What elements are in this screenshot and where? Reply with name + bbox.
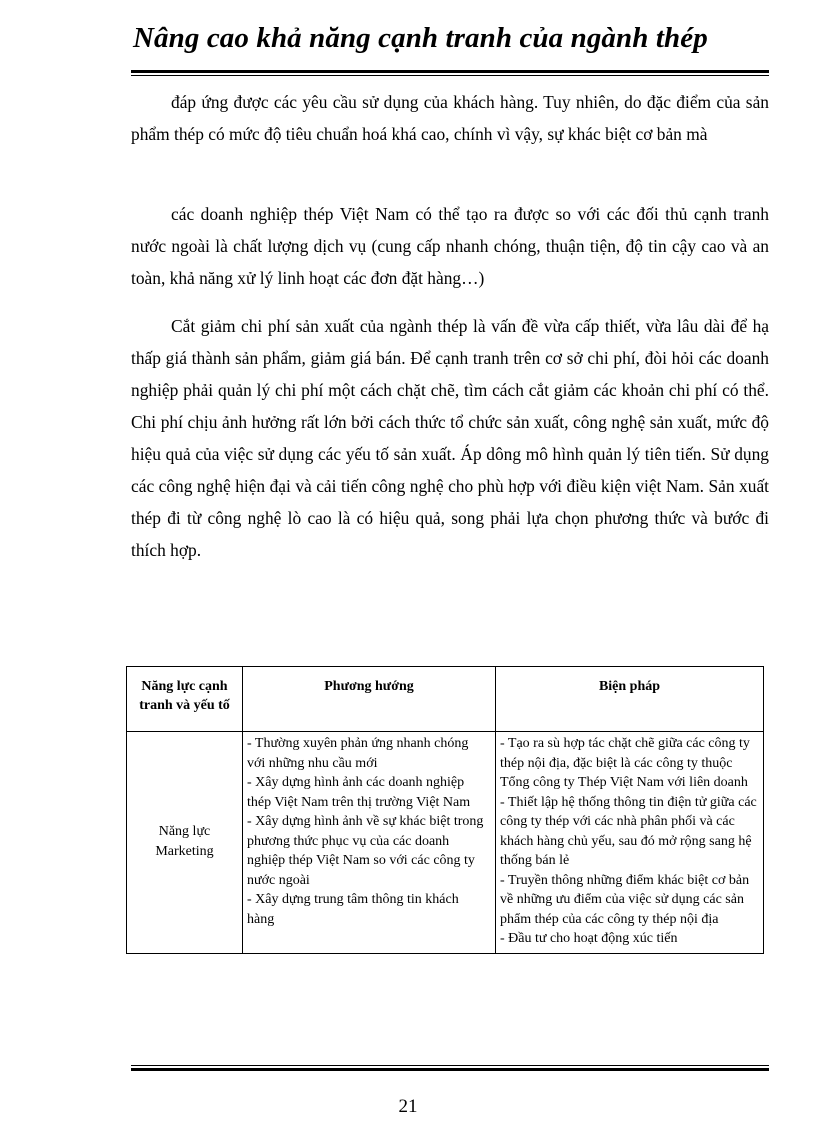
cell-factor: Năng lực Marketing	[127, 732, 243, 954]
footer-rule-thin	[131, 1065, 769, 1066]
header-rule-thin	[131, 75, 769, 76]
page-header-title: Nâng cao khả năng cạnh tranh của ngành thép	[133, 22, 708, 54]
paragraph-3: Cắt giảm chi phí sản xuất của ngành thép là vấn đề vừa cấp thiết, vừa lâu dài để hạ thấp giá thành sản phẩm, giảm giá bán. Để cạnh tranh trên cơ sở chi phí, đòi hỏi các doanh nghiệp phải quản lý chi phí một cách chặt chẽ, tìm cách cắt giảm các khoản chi phí có thể. Chi phí chịu ảnh hưởng rất lớn bởi cách thức tổ chức sản xuất, công nghệ sản xuất, mức độ hiệu quả của việc sử dụng các yếu tố sản xuất. Áp dông mô hình quản lý tiên tiến. Sử dụng các công nghệ hiện đại và cải tiến công nghệ cho phù hợp với điều kiện việt Nam. Sản xuất thép đi từ công nghệ lò cao là có hiệu quả, song phải lựa chọn phương thức và bước đi thích hợp.	[131, 316, 769, 560]
table-header-row	[127, 667, 764, 732]
direction-item: - Thường xuyên phản ứng nhanh chóng với những nhu cầu mới	[247, 736, 469, 771]
direction-item: - Xây dựng hình ảnh các doanh nghiệp thép Việt Nam trên thị trường Việt Nam	[247, 775, 471, 810]
footer-rule-thick	[131, 1068, 769, 1071]
paragraph-2: các doanh nghiệp thép Việt Nam có thể tạo ra được so với các đối thủ cạnh tranh nước ngoài là chất lượng dịch vụ (cung cấp nhanh chóng, thuận tiện, độ tin cậy cao và an toàn, khả năng xử lý linh hoạt các đơn đặt hàng…)	[131, 204, 769, 288]
measure-item: - Truyền thông những điểm khác biệt cơ bản về những ưu điểm của việc sử dụng các sản phẩm thép của các công ty thép nội địa	[500, 872, 750, 927]
page-number: 21	[398, 1096, 418, 1117]
header-rule-thick	[131, 70, 769, 73]
direction-item: - Xây dựng trung tâm thông tin khách hàng	[247, 892, 459, 927]
measure-item: - Đầu tư cho hoạt động xúc tiến	[500, 931, 678, 946]
header-direction: Phương hướng	[243, 667, 496, 732]
header-measures: Biện pháp	[496, 667, 764, 732]
competitiveness-table	[126, 666, 764, 954]
direction-item: - Xây dựng hình ảnh về sự khác biệt trong phương thức phục vụ của các doanh nghiệp thép Việt Nam so với các công ty nước ngoài	[247, 814, 484, 888]
cell-measures	[496, 732, 764, 954]
table-row	[127, 732, 764, 954]
header-factor: Năng lực cạnh tranh và yếu tố	[127, 667, 243, 732]
measure-item: - Thiết lập hệ thống thông tin điện tử giữa các công ty thép với các nhà phân phối và các khách hàng chủ yếu, sau đó mở rộng sang hệ thống bán lẻ	[500, 794, 757, 868]
paragraph-1: đáp ứng được các yêu cầu sử dụng của khách hàng. Tuy nhiên, do đặc điểm của sản phẩm thép có mức độ tiêu chuẩn hoá khá cao, chính vì vậy, sự khác biệt cơ bản mà	[131, 92, 769, 144]
cell-directions	[243, 732, 496, 954]
measure-item: - Tạo ra sù hợp tác chặt chẽ giữa các công ty thép nội địa, đặc biệt là các công ty thuộc Tổng công ty Thép Việt Nam với liên doanh	[500, 736, 750, 790]
